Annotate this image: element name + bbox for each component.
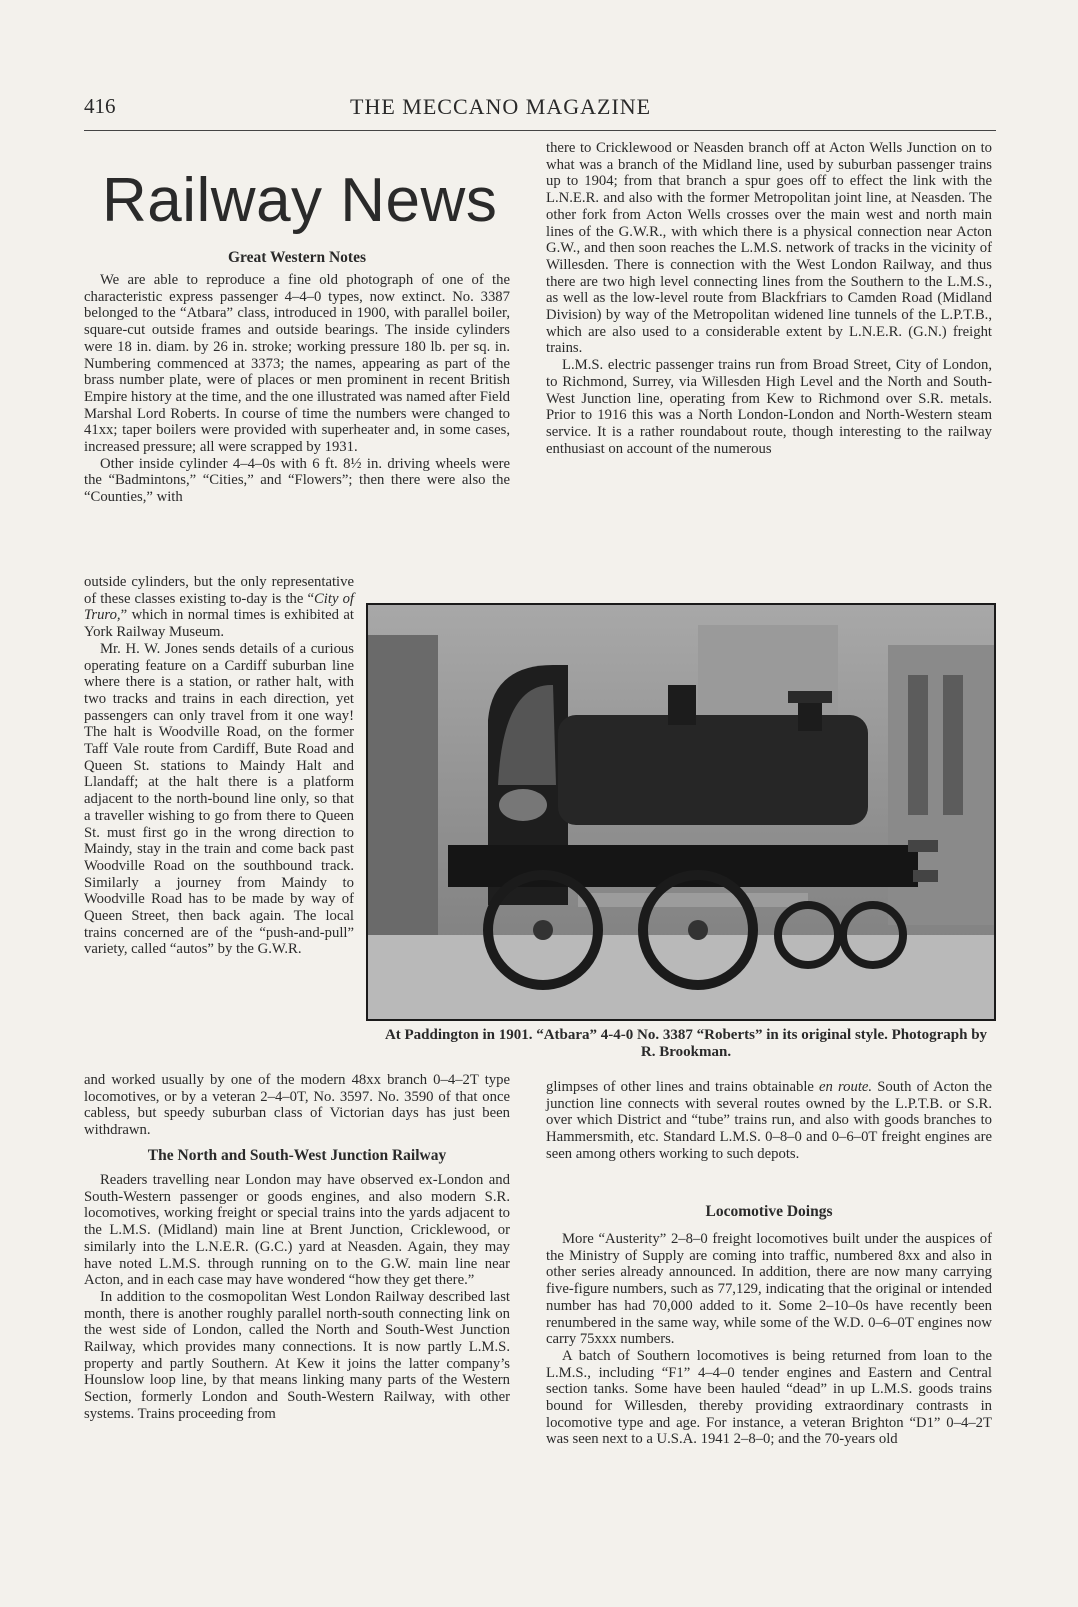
- paragraph: More “Austerity” 2–8–0 freight locomotives built under the auspices of the Ministry of Supply are coming into traffic, numbered 8xx and also in other series already announced. In addition, there are now many carrying five-figure numbers, such as 77,129, indicating that the original or intended number has had 70,000 added to it. Some 2–10–0s have recently been renumbered in the same way, while some of the W.D. 0–6–0T engines now carry 75xxx numbers.: [546, 1231, 992, 1348]
- photo-caption: At Paddington in 1901. “Atbara” 4-4-0 No. 3387 “Roberts” in its original style. Photograph by R. Brookman.: [384, 1027, 988, 1060]
- paragraph: and worked usually by one of the modern 48xx branch 0–4–2T type locomotives, or by a veteran 2–4–0T, No. 3597. No. 3590 of that once cabless, but speedy suburban class of Victorian days has just been withdrawn.: [84, 1072, 510, 1139]
- page-number: 416: [84, 94, 116, 118]
- italic-text: City of Truro,: [84, 590, 354, 624]
- left-narrow-column: [84, 574, 354, 958]
- right-column-bottom: [546, 1231, 992, 1448]
- text-run: ” which in normal times is exhibited at York Railway Museum.: [84, 607, 354, 641]
- left-column-top: [84, 272, 510, 506]
- text-run: outside cylinders, but the only representative of these classes existing to-day is the “: [84, 574, 354, 607]
- paragraph: [546, 1079, 992, 1163]
- section-heading-great-western: Great Western Notes: [227, 249, 367, 266]
- paragraph: Other inside cylinder 4–4–0s with 6 ft. 8½ in. driving wheels were the “Badmintons,” “Cities,” and “Flowers”; then there were also the “Counties,” with: [84, 455, 510, 506]
- paragraph: [84, 574, 354, 641]
- left-column-bottom: [84, 1072, 510, 1139]
- text-run: glimpses of other lines and trains obtainable: [546, 1079, 820, 1095]
- article-title: Railway News: [102, 166, 498, 235]
- paragraph: L.M.S. electric passenger trains run from Broad Street, City of London, to Richmond, Surrey, via Willesden High Level and the North and South-West Junction line, operating from Kew to Richmond over S.R. metals. Prior to 1916 this was a North London-London and North-Western steam service. It is a rather roundabout route, though interesting to the railway enthusiast on account of the numerous: [546, 357, 992, 457]
- section-heading-nsw-junction: The North and South-West Junction Railway: [147, 1147, 447, 1164]
- paragraph: Mr. H. W. Jones sends details of a curious operating feature on a Cardiff suburban line where there is a station, or rather halt, with two tracks and trains in each direction, yet passengers can only travel from it one way! The halt is Woodville Road, on the former Taff Vale route from Cardiff, Bute Road and Queen St. stations to Maindy Halt and Llandaff; at the halt there is a platform adjacent to the north-bound line only, so that a traveller wishing to go from there to Queen St. must first go in the wrong direction to Maindy, stay in the train and come back past Woodville Road on the southbound track. Similarly a journey from Maindy to Woodville Road has to be made by way of Queen Street, then back again. The local trains concerned are of the “push-and-pull” variety, called “autos” by the G.W.R.: [84, 640, 354, 958]
- right-column-mid: [546, 1079, 992, 1163]
- locomotive-image: [368, 605, 994, 1019]
- paragraph: Readers travelling near London may have observed ex-London and South-Western passenger or goods engines, and also modern S.R. locomotives, working freight or special trains into the yards adjacent to the L.M.S. (Midland) main line at Brent Junction, Cricklewood, or similarly into the L.N.E.R. (G.C.) yard at Neasden. Again, they may have noted L.M.S. through running on to the G.W. main line near Acton, and in each case may have wondered “how they get there.”: [84, 1172, 510, 1289]
- paragraph: In addition to the cosmopolitan West London Railway described last month, there is another roughly parallel north-south connecting link on the west side of London, called the North and South-West Junction Railway, which provides many connections. It is now partly L.M.S. property and partly Southern. At Kew it joins the latter company’s Hounslow loop line, by that means linking many parts of the Western Section, formerly London and South-Western Railway, with other systems. Trains proceeding from: [84, 1288, 510, 1422]
- text-run: South of Acton the junction line connects with several routes owned by the L.P.T.B. or S.R. over which District and “tube” trains run, and also with goods branches to Hammersmith, etc. Standard L.M.S. 0–8–0 and 0–6–0T freight engines are seen among others working to such depots.: [546, 1079, 993, 1162]
- right-column-top: [546, 140, 992, 457]
- locomotive-photograph: [366, 603, 996, 1021]
- paragraph: A batch of Southern locomotives is being returned from loan to the L.M.S., including “F1” 4–4–0 tender engines and Eastern and Central section tanks. Some have been hauled “dead” in up L.M.S. goods trains bound for Willesden, thereby providing extraordinary contrasts in locomotive type and age. For instance, a veteran Brighton “D1” 0–4–2T was seen next to a U.S.A. 1941 2–8–0; and the 70-years old: [546, 1347, 992, 1448]
- magazine-title: THE MECCANO MAGAZINE: [350, 94, 652, 119]
- section-heading-locomotive-doings: Locomotive Doings: [705, 1203, 833, 1220]
- left-column-nsw: [84, 1172, 510, 1423]
- header-rule: [84, 130, 996, 131]
- italic-text: en route.: [819, 1079, 873, 1095]
- paragraph: We are able to reproduce a fine old photograph of one of the characteristic express passenger 4–4–0 types, now extinct. No. 3387 belonged to the “Atbara” class, introduced in 1900, with parallel boiler, square-cut outside frames and outside bearings. The inside cylinders were 18 in. diam. by 26 in. stroke; working pressure 180 lb. per sq. in. Numbering commenced at 3373; the names, appearing as part of the brass number plate, were of places or men prominent in recent British Empire history at the time, and the one illustrated was named after Field Marshal Lord Roberts. In course of time the numbers were changed to 41xx; taper boilers were provided with superheater and, in some cases, increased pressure; all were scrapped by 1931.: [84, 272, 510, 456]
- paragraph: there to Cricklewood or Neasden branch off at Acton Wells Junction on to what was a branch of the Midland line, used by suburban passenger trains up to 1904; from that branch a spur goes off to effect the link with the L.N.E.R. and also with the former Metropolitan joint line, at Neasden. The other fork from Acton Wells crosses over the main west and north main lines of the G.W.R., with which there is a physical connection near Acton G.W., and then soon reaches the L.M.S. network of tracks in the vicinity of Willesden. There is connection with the West London Railway, and thus there are two high level connecting lines from the Southern to the L.M.S., as well as the low-level route from Blackfriars to Camden Road (Midland Division) by way of the Metropolitan widened line tunnels of the L.P.T.B., which are also used to a considerable extent by L.N.E.R. (G.N.) freight trains.: [546, 140, 992, 357]
